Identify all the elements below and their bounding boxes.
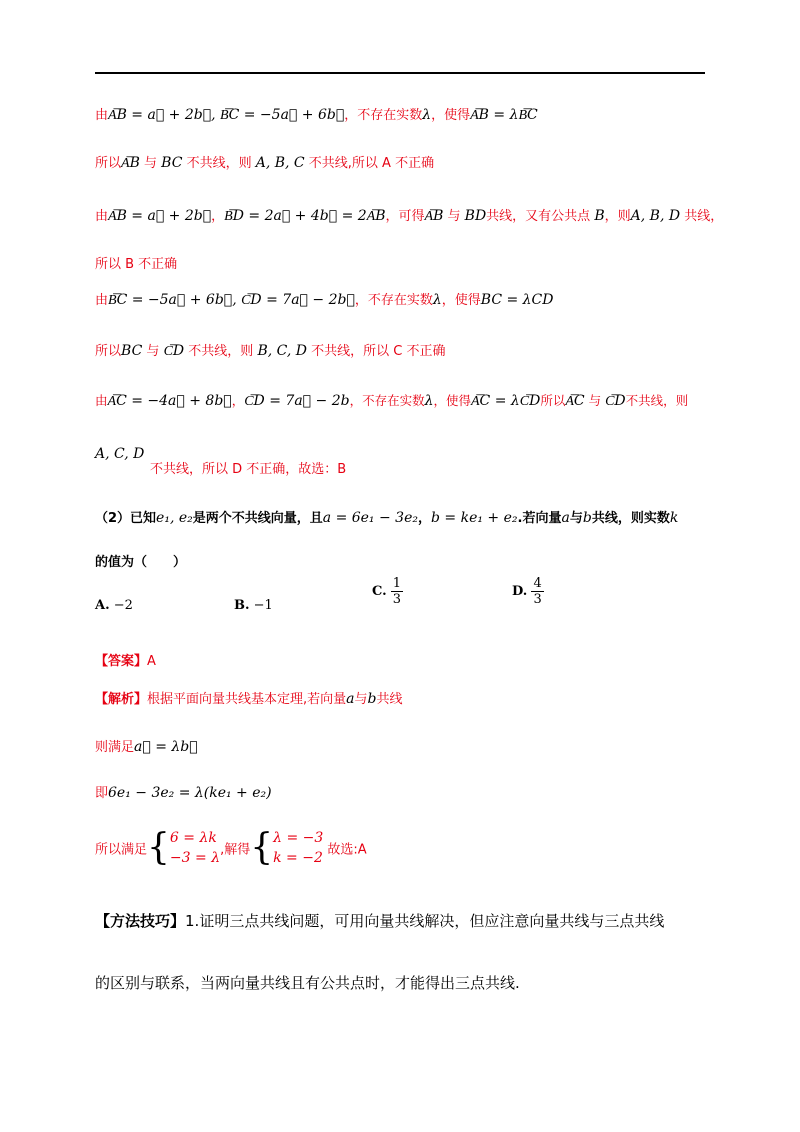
denominator: 3 [533, 592, 542, 607]
text: ，可得 [385, 209, 425, 224]
answer-value: A [147, 654, 156, 669]
text: 即 [95, 786, 109, 801]
text: 与 [146, 344, 160, 359]
text: ，使得 [441, 293, 481, 308]
text: 的值为（ ） [95, 555, 187, 570]
text: 不共线，则 [186, 156, 252, 171]
text: ，不存在实数 [344, 108, 423, 123]
formula: BD [464, 208, 487, 224]
text: ，不存在实数 [354, 293, 433, 308]
method-line-2 [95, 972, 520, 993]
numerator: 1 [392, 576, 402, 591]
option-b-value: −1 [253, 598, 273, 613]
text: 所以 [95, 344, 122, 359]
step-3 [95, 828, 367, 868]
text: 所以满足 [95, 842, 148, 858]
solution-line-8-text [150, 458, 346, 477]
formula: a [561, 510, 570, 526]
formula: λ [422, 107, 432, 123]
formula: k [669, 510, 679, 526]
option-b [234, 598, 273, 613]
formula: A͞C = −4a⃗ + 8b⃗ [107, 393, 232, 409]
formula: λ [424, 393, 434, 409]
equation: 6 = λk [169, 830, 217, 846]
text: 不共线，所以 C 不正确 [311, 344, 446, 359]
formula: B, C, D [257, 343, 307, 359]
left-brace: { [147, 827, 170, 868]
numerator: 4 [533, 576, 542, 591]
option-d-fraction [531, 576, 543, 607]
text: 由 [95, 393, 108, 408]
text: 与 [588, 393, 602, 408]
answer-line [95, 650, 156, 669]
formula: b = ke₁ + e₂ [431, 510, 518, 526]
option-d-label: D. [512, 584, 528, 599]
formula: A͞C [565, 393, 585, 409]
formula: e₁, e₂ [156, 510, 193, 526]
option-a [95, 598, 133, 613]
text: 则满足 [95, 740, 135, 755]
formula: b [367, 691, 377, 707]
text: 不共线,所以 A 不正确 [308, 156, 435, 171]
solution-line-5 [95, 289, 553, 309]
text: 共线， [684, 209, 724, 224]
step-2 [95, 782, 272, 801]
formula: B͞C = −5a⃗ + 6b⃗, C͞D = 7a⃗ − 2b⃗ [108, 292, 355, 308]
text: 1.证明三点共线问题，可用向量共线解决，但应注意向量共线与三点共线 [185, 912, 665, 930]
option-d [512, 576, 544, 607]
formula: A͞B = a⃗ + 2b⃗ [108, 208, 212, 224]
text: ， [417, 511, 431, 526]
formula: A͞B = λB͞C [470, 107, 538, 123]
solution-line-6 [95, 340, 445, 360]
option-c-fraction [391, 576, 403, 607]
analysis-line [95, 688, 403, 707]
equation: λ = −3 [273, 830, 324, 846]
solution-line-3 [95, 205, 723, 225]
text: 与 [354, 692, 368, 707]
text: ， [211, 209, 225, 224]
formula: A͞B = a⃗ + 2b⃗, B͞C = −5a⃗ + 6b⃗ [108, 107, 345, 123]
denominator: 3 [392, 592, 402, 607]
text: （2）已知 [95, 511, 157, 526]
formula: C͞D [605, 393, 626, 409]
equation: k = −2 [273, 850, 323, 866]
text: 所以 [540, 393, 566, 408]
formula: A, C, D [95, 446, 145, 462]
analysis-tag: 【解析】 [95, 692, 148, 707]
solution-line-4 [95, 253, 177, 272]
formula: BC = λCD [480, 292, 554, 308]
formula: B͞D = 2a⃗ + 4b⃗ = 2A͞B [224, 208, 386, 224]
text: ，使得 [431, 108, 471, 123]
solution-line-2 [95, 152, 434, 172]
formula: BC [121, 343, 143, 359]
text: 根据平面向量共线基本定理,若向量 [147, 692, 347, 707]
equation-system-2 [273, 828, 323, 868]
text: 共线 [376, 692, 403, 707]
text: ,解得 [220, 842, 251, 858]
text: ，则 [604, 209, 631, 224]
formula: 6e₁ − 3e₂ = λ(ke₁ + e₂) [108, 785, 272, 801]
formula: a⃗ = λb⃗ [134, 739, 198, 755]
step-1 [95, 736, 198, 755]
option-b-label: B. [234, 598, 250, 613]
text: 共线，又有公共点 [486, 209, 591, 224]
formula: C͞D [163, 343, 185, 359]
formula: a [346, 691, 355, 707]
text: 不共线，所以 D 不正确，故选：B [150, 462, 347, 477]
text: ，不存在实数 [349, 393, 425, 408]
method-tag: 【方法技巧】 [95, 912, 186, 930]
formula: B [594, 208, 605, 224]
text: 与 [447, 209, 461, 224]
equation-system-1 [170, 828, 220, 868]
left-brace: { [250, 827, 274, 868]
answer-tag: 【答案】 [95, 654, 148, 669]
option-a-label: A. [95, 598, 110, 613]
text: .若向量 [517, 511, 562, 526]
question-line-1 [95, 507, 678, 526]
formula: A͞B [121, 155, 140, 171]
question-line-2 [95, 551, 186, 570]
text: 的区别与联系，当两向量共线且有公共点时，才能得出三点共线. [95, 974, 520, 992]
text: 由 [95, 209, 109, 224]
formula: A͞B [424, 208, 444, 224]
text: 共线，则实数 [591, 511, 670, 526]
option-c-label: C. [372, 584, 387, 599]
formula: a = 6e₁ − 3e₂ [322, 510, 418, 526]
equation: −3 = λ [169, 850, 221, 866]
text: ， [231, 393, 245, 408]
text: 故选:A [327, 842, 367, 858]
solution-line-7 [95, 391, 688, 410]
option-c [372, 576, 403, 607]
text: ，使得 [433, 393, 471, 408]
text: 与 [569, 511, 583, 526]
solution-line-1 [95, 104, 538, 124]
solution-line-8 [95, 446, 144, 462]
text: 是两个不共线向量，且 [192, 511, 323, 526]
formula: A, B, C [255, 155, 305, 171]
method-line-1 [95, 910, 664, 931]
formula: b [582, 510, 592, 526]
header-rule [95, 72, 705, 74]
formula: C͞D = 7a⃗ − 2b [244, 393, 350, 409]
option-a-value: −2 [113, 598, 133, 613]
formula: BC [161, 155, 183, 171]
text: 所以 [95, 156, 122, 171]
formula: λ [432, 292, 442, 308]
text: 不共线，则 [625, 393, 689, 408]
text: 由 [95, 108, 109, 123]
text: 由 [95, 293, 109, 308]
text: 不共线，则 [188, 344, 254, 359]
text: 所以 B 不正确 [95, 257, 178, 272]
text: 与 [144, 156, 158, 171]
formula: A, B, D [630, 208, 681, 224]
formula: A͞C = λC͞D [470, 393, 541, 409]
